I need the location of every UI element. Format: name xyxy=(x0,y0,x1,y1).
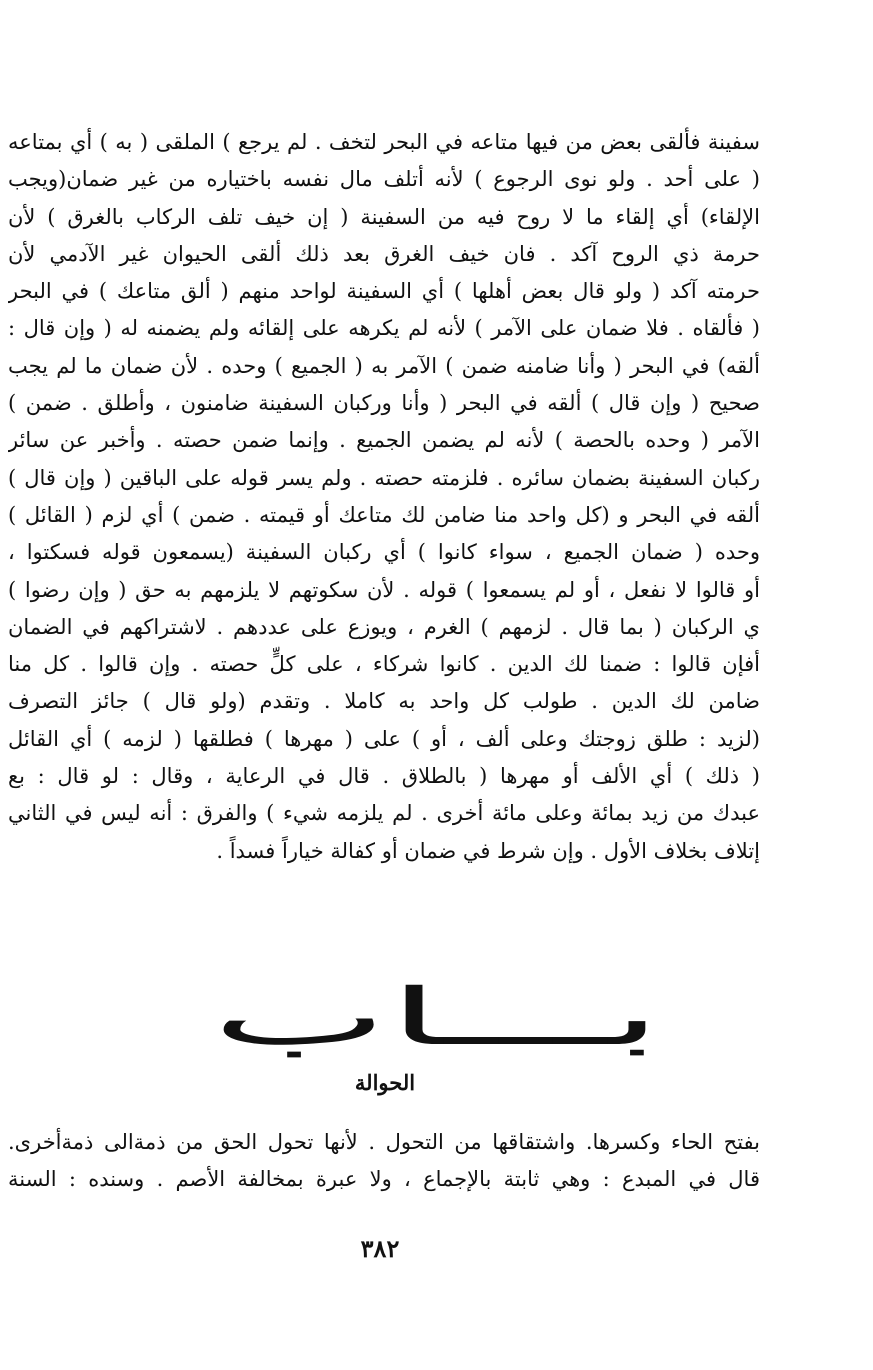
text-line: (لزيد : طلق زوجتك وعلى ألف ، أو ) على ( مهرها ) فطلقها ( لزمه ) أي القائل xyxy=(8,726,760,751)
text-line: ألقه في البحر و (كل واحد منا ضامن لك متاعك أو قيمته . ضمن ) أي لزم ( القائل ) xyxy=(8,502,760,527)
chapter-heading-container xyxy=(0,968,873,1068)
text-line: قال في المبدع : وهي ثابتة بالإجماع ، ولا عبرة بمخالفة الأصم . وسنده : السنة xyxy=(8,1167,760,1192)
text-line: أو قالوا لا نفعل ، أو لم يسمعوا ) قوله . لأن سكوتهم لا يلزمهم به حق ( وإن رضوا ) xyxy=(8,577,760,602)
text-line: ي الركبان ( بما قال . لزمهم ) الغرم ، ويوزع على عددهم . لاشتراكهم في الضمان xyxy=(8,614,760,639)
text-line: إتلاف بخلاف الأول . وإن شرط في ضمان أو كفالة خياراً فسداً . xyxy=(216,838,760,863)
text-line: سفينة فألقى بعض من فيها متاعه في البحر لتخف . لم يرجع ) الملقى ( به ) أي بمتاعه xyxy=(8,130,760,154)
text-line: ( ذلك ) أي الألف أو مهرها ( بالطلاق . قال في الرعاية ، وقال : لو قال : بع xyxy=(8,764,760,789)
main-text-block xyxy=(8,124,760,870)
text-line: عبدك من زيد بمائة وعلى مائة أخرى . لم يلزمه شيء ) والفرق : أنه ليس في الثاني xyxy=(8,801,760,826)
text-line: ألقه) في البحر ( وأنا ضامنه ضمن ) الآمر به ( الجميع ) وحده . لأن ضمان ما لم يجب xyxy=(8,353,760,378)
text-line: وحده ( ضمان الجميع ، سواء كانوا ) أي ركبان السفينة (يسمعون قوله فسكتوا ، xyxy=(8,540,760,565)
page-number: ٣٨٢ xyxy=(360,1234,400,1263)
text-line: الآمر ( وحده بالحصة ) لأنه لم يضمن الجميع . وإنما ضمن حصته . وأخبر عن سائر xyxy=(8,428,760,453)
text-line: ركبان السفينة بضمان سائره . فلزمته حصته . ولم يسر قوله على الباقين ( وإن قال ) xyxy=(8,465,760,490)
text-line: بفتح الحاء وكسرها. واشتقاقها من التحول . لأنها تحول الحق من ذمةالى ذمةأخرى. xyxy=(8,1130,760,1154)
text-line: ( على أحد . ولو نوى الرجوع ) لأنه أتلف مال نفسه باختياره من غير ضمان(ويجب xyxy=(8,167,760,192)
text-line: ضامن لك الدين . طولب كل واحد به كاملا . وتقدم (ولو قال ) جائز التصرف xyxy=(8,689,760,714)
text-line: ( فألقاه . فلا ضمان على الآمر ) لأنه لم يكرهه على إلقائه ولم يضمنه له ( وإن قال : xyxy=(8,316,760,341)
text-line: صحيح ( وإن قال ) ألقه في البحر ( وأنا وركبان السفينة ضامنون ، وأطلق . ضمن ) xyxy=(8,391,760,416)
text-line: حرمة ذي الروح آكد . فان خيف الغرق بعد ذلك ألقى الحيوان غير الآدمي لأن xyxy=(8,241,760,266)
chapter-heading: بـــاب xyxy=(211,973,662,1063)
text-line: الإلقاء) أي إلقاء ما لا روح فيه من السفينة ( إن خيف تلف الركاب بالغرق ) لأن xyxy=(8,204,760,229)
section-text-block xyxy=(8,1124,760,1199)
text-line: حرمته آكد ( ولو قال بعض أهلها ) أي السفينة لواحد منهم ( ألق متاعك ) في البحر xyxy=(8,279,760,304)
section-title: الحوالة xyxy=(354,1070,416,1095)
text-line: أفإن قالوا : ضمنا لك الدين . كانوا شركاء ، على كلٍّ حصته . وإن قالوا . كل منا xyxy=(8,652,760,677)
